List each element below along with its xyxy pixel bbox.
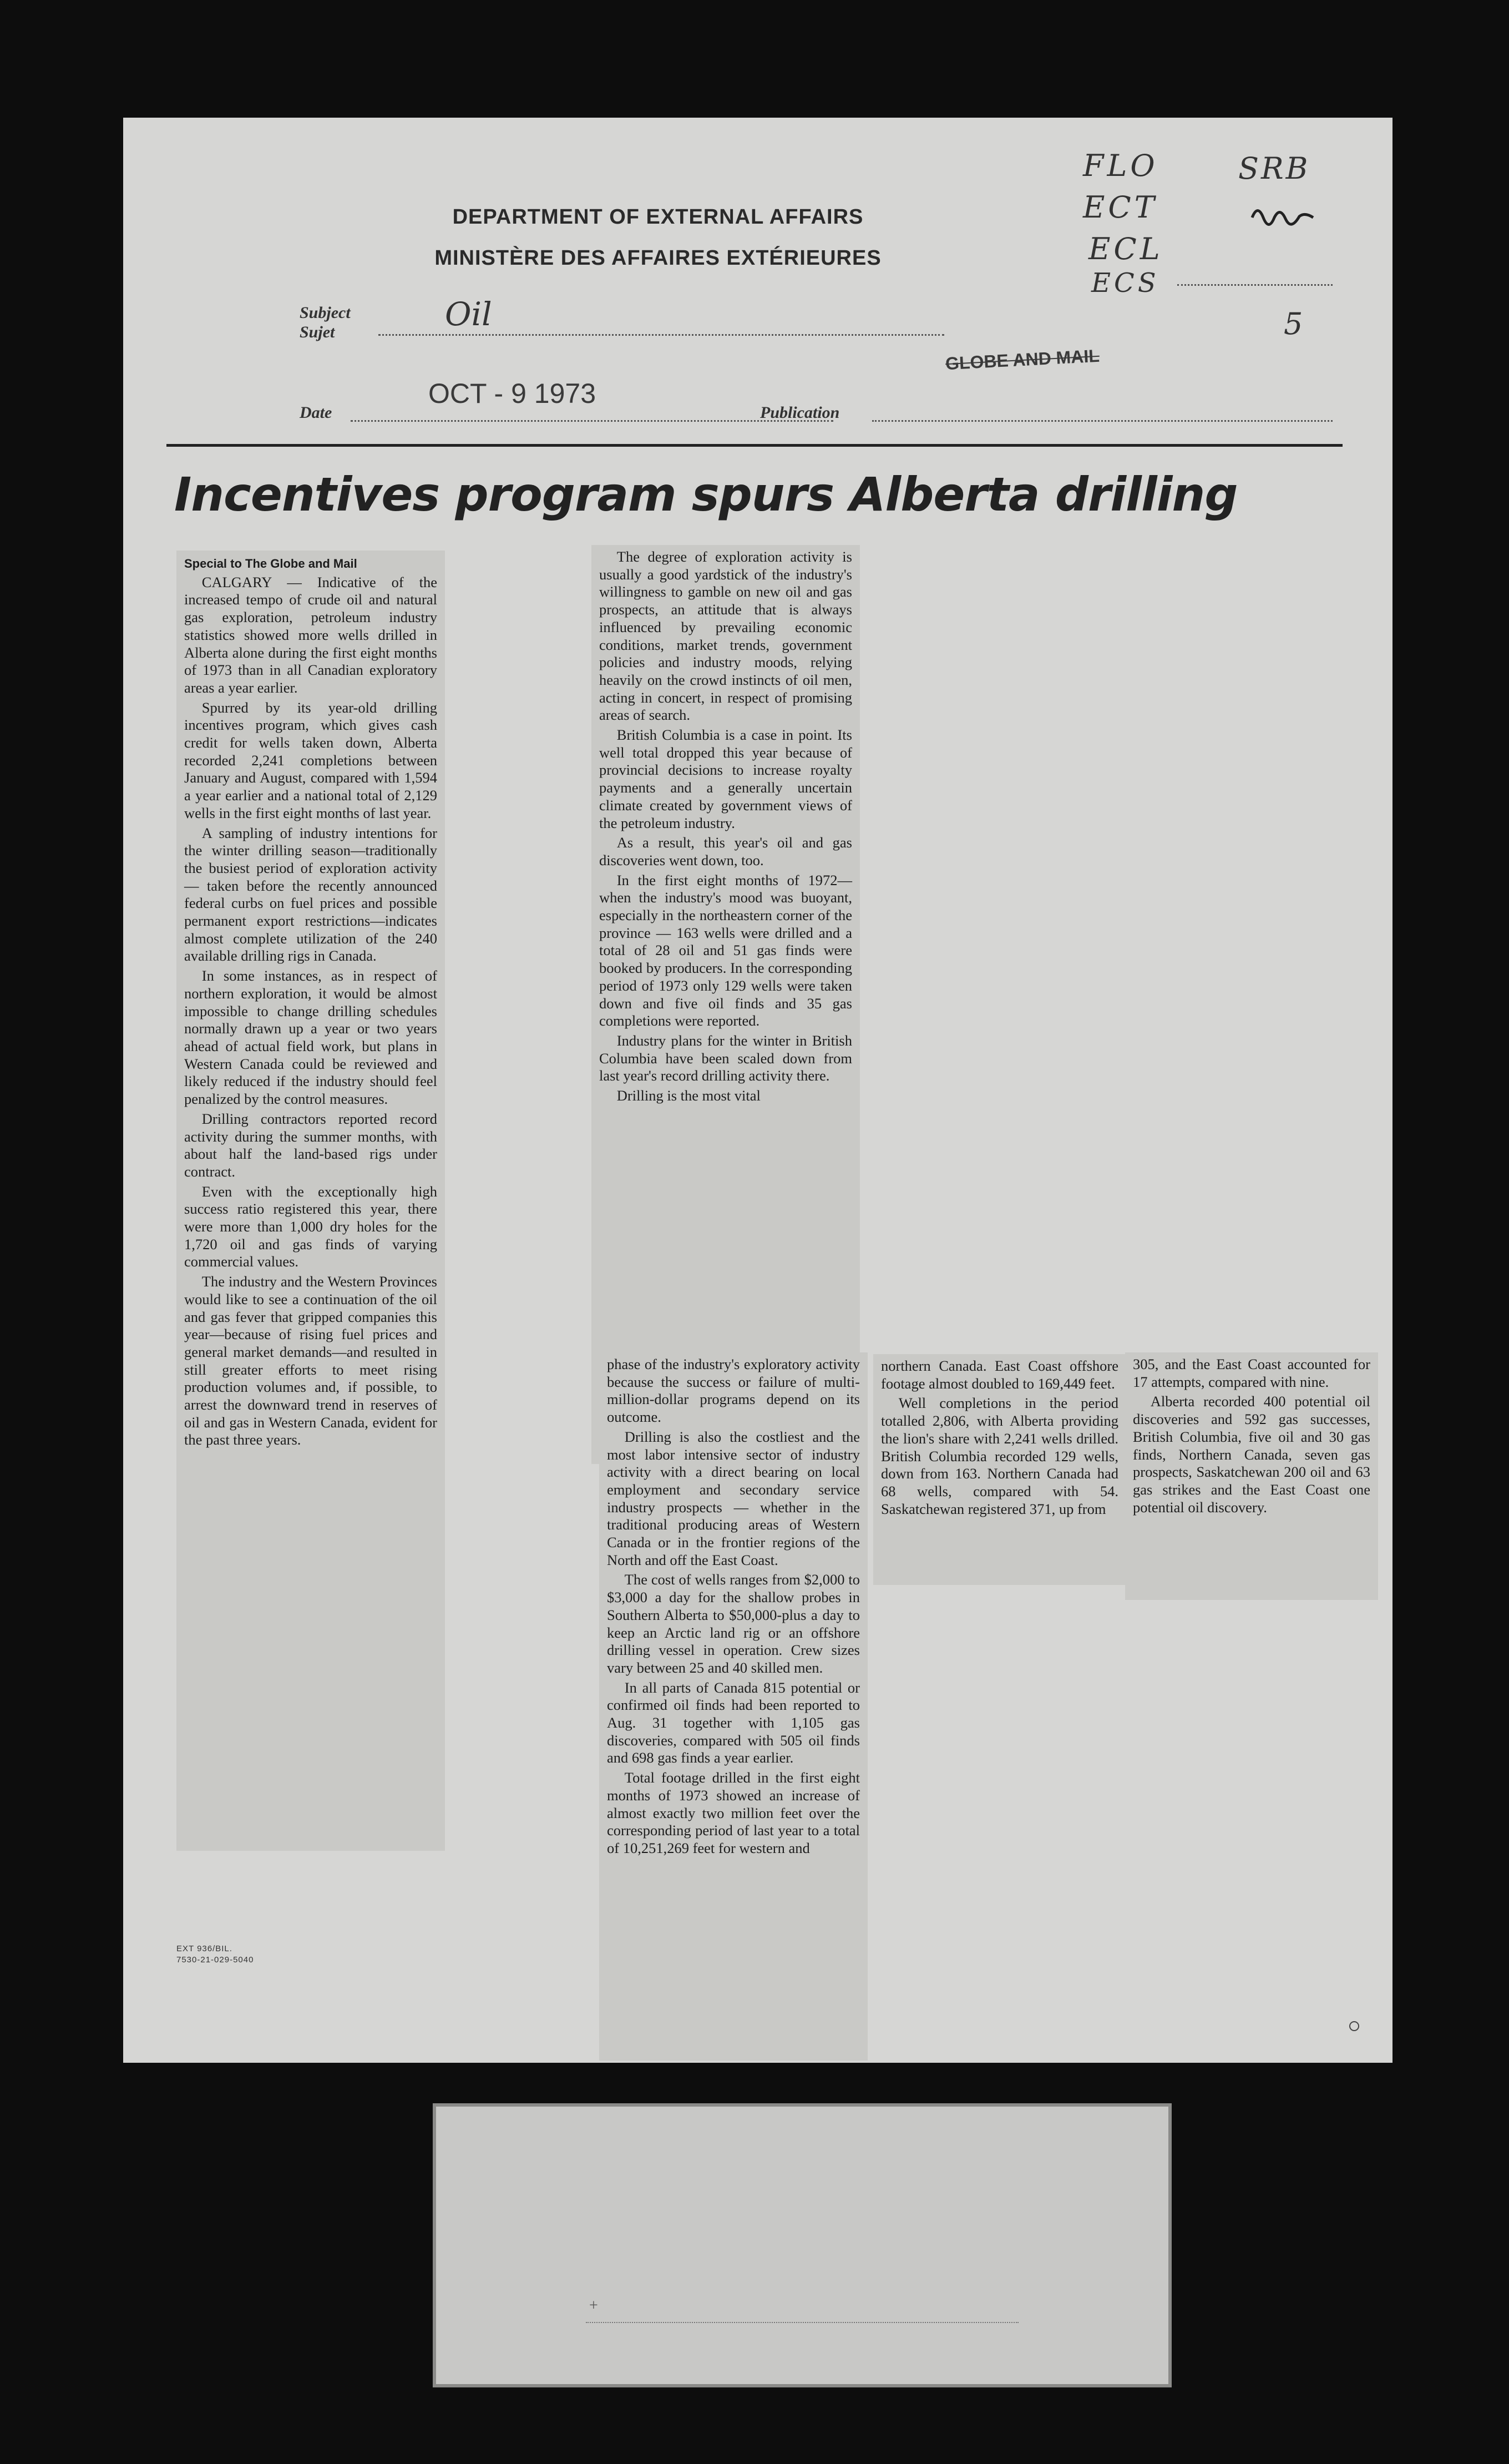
small-circle-mark [1349,2021,1359,2031]
card-cross-mark: + [589,2297,598,2314]
paragraph: CALGARY — Indicative of the increased tempo of crude oil and natural gas exploration, petroleum industry statistics showed more wells drilled in Alberta alone during the first eight months of 1973 than in all Canadian exploratory areas a year earlier. [184,573,437,696]
paragraph: Drilling is also the costliest and the most labor intensive sector of industry activity with a direct bearing on local employment and secondary service industry prospects — whether in the traditional producing areas of Western Canada or in the frontier regions of the North and off the East Coast. [607,1428,860,1568]
card-dotted-line [586,2322,1019,2323]
handwritten-page-number: 5 [1284,306,1303,341]
paragraph: Even with the exceptionally high success ratio registered this year, there were more than 1,000 dry holes for the 1,720 oil and gas finds of varying commercial values. [184,1183,437,1270]
paragraph: Total footage drilled in the first eight months of 1973 showed an increase of almost exactly two million feet over the corresponding period of last year to a total of 10,251,269 feet for western and [607,1769,860,1856]
date-label: Date [300,403,332,422]
paragraph: The cost of wells ranges from $2,000 to $3,000 a day for the shallow probes in Southern Alberta to $50,000-plus a day to keep an Arctic land rig or an offshore drilling vessel in operation. Crew sizes vary between 25 and 40 skilled men. [607,1571,860,1676]
article-column-4 [1125,1352,1378,1600]
paragraph: Drilling contractors reported record activity during the summer months, with about half the land-based rigs under contract. [184,1110,437,1180]
handwritten-dash [1177,284,1333,286]
department-name-english: DEPARTMENT OF EXTERNAL AFFAIRS [452,205,864,229]
paragraph: Alberta recorded 400 potential oil discoveries and 592 gas successes, British Columbia, five oil and 30 gas finds, Northern Canada, seven gas prospects, Saskatchewan 200 oil and 63 gas strikes and the East Coast one potential oil discovery. [1133,1393,1370,1516]
article-headline: Incentives program spurs Alberta drilling [174,467,1238,522]
subject-label: Subject [300,304,351,322]
publication-stamp: GLOBE AND MAIL [945,345,1100,374]
blank-card [433,2103,1172,2387]
handwritten-code-2: ECT [1083,190,1158,225]
publication-line [872,420,1333,422]
paragraph: Spurred by its year-old drilling incentives program, which gives cash credit for wells taken down, Alberta recorded 2,241 completions between January and August, compared with 1,594 a year earlier and a national total of 2,129 wells in the first eight months of last year. [184,699,437,821]
handwritten-code-3: ECL [1088,231,1163,266]
handwritten-initials [1249,201,1316,234]
paragraph: The industry and the Western Provinces would like to see a continuation of the oil and gas fever that gripped companies this year—because of rising fuel prices and general market demands—and resulted in still greater efforts to meet rising production volumes and, if possible, to arrest the downward trend in reserves of oil and gas in Western Canada, evident for the past three years. [184,1273,437,1448]
date-stamp: OCT - 9 1973 [428,378,596,409]
header-rule [166,444,1343,447]
subject-value: Oil [445,295,492,333]
handwritten-code-4: ECS [1091,267,1159,299]
handwritten-code-right: SRB [1238,151,1310,186]
paragraph: Industry plans for the winter in British Columbia have been scaled down from last year's record drilling activity there. [599,1032,852,1084]
article-byline: Special to The Globe and Mail [184,557,357,570]
paragraph: Well completions in the period totalled 2,806, with Alberta providing the lion's share with 2,241 wells drilled. British Columbia recorded 129 wells, down from 163. Northern Canada had 68 wells, compared with 54. Saskatchewan registered 371, up from [881,1395,1118,1517]
article-column-3 [873,1354,1126,1585]
article-column-2-upper [591,545,860,1464]
handwritten-code-1: FLO [1083,148,1158,183]
sujet-label: Sujet [300,323,335,341]
paragraph: 305, and the East Coast accounted for 17 attempts, compared with nine. [1133,1356,1370,1390]
paragraph: Drilling is the most vital [616,1087,761,1104]
paragraph: The degree of exploration activity is usually a good yardstick of the industry's willingness to gamble on new oil and gas prospects, an attitude that is always influenced by prevailing economic conditions, market trends, government policies and industry moods, relying heavily on the crowd instincts of oil men, acting in concert, in respect of promising areas of search. [599,548,852,724]
form-code [176,1943,254,1966]
publication-label: Publication [760,403,840,422]
paragraph: British Columbia is a case in point. Its well total dropped this year because of provincial decisions to increase royalty payments and a generally uncertain climate created by government views of the petroleum industry. [599,726,852,831]
article-column-1 [176,551,445,1851]
form-code-line-2: 7530-21-029-5040 [176,1955,254,1965]
subject-line [378,334,944,336]
article-column-2-lower [599,1352,868,2061]
paragraph: phase of the industry's exploratory activity because the success or failure of multi-million-dollar programs depend on its outcome. [607,1356,860,1426]
paragraph: In some instances, as in respect of northern exploration, it would be almost impossible to change drilling schedules normally drawn up a year or two years ahead of actual field work, but plans in Western Canada could be reviewed and likely reduced if the industry should feel penalized by the control measures. [184,967,437,1108]
paragraph: In all parts of Canada 815 potential or confirmed oil finds had been reported to Aug. 31 together with 1,105 gas discoveries, compared with 505 oil finds and 698 gas finds a year earlier. [607,1679,860,1766]
department-name-french: MINISTÈRE DES AFFAIRES EXTÉRIEURES [434,246,882,270]
form-code-line-1: EXT 936/BIL. [176,1944,232,1953]
paragraph: As a result, this year's oil and gas discoveries went down, too. [599,834,852,869]
paragraph: northern Canada. East Coast offshore footage almost doubled to 169,449 feet. [881,1357,1118,1392]
paragraph: In the first eight months of 1972—when the industry's mood was buoyant, especially in the northeastern corner of the province — 163 wells were drilled and a total of 28 oil and 51 gas finds were booked by producers. In the corresponding period of 1973 only 129 wells were taken down and five oil finds and 35 gas completions were reported. [599,871,852,1029]
paragraph: A sampling of industry intentions for the winter drilling season—traditionally the busiest period of exploration activity — taken before the recently announced federal curbs on fuel prices and possible permanent export restrictions—indicates almost complete utilization of the 240 available drilling rigs in Canada. [184,824,437,965]
document-sheet [123,118,1392,2063]
